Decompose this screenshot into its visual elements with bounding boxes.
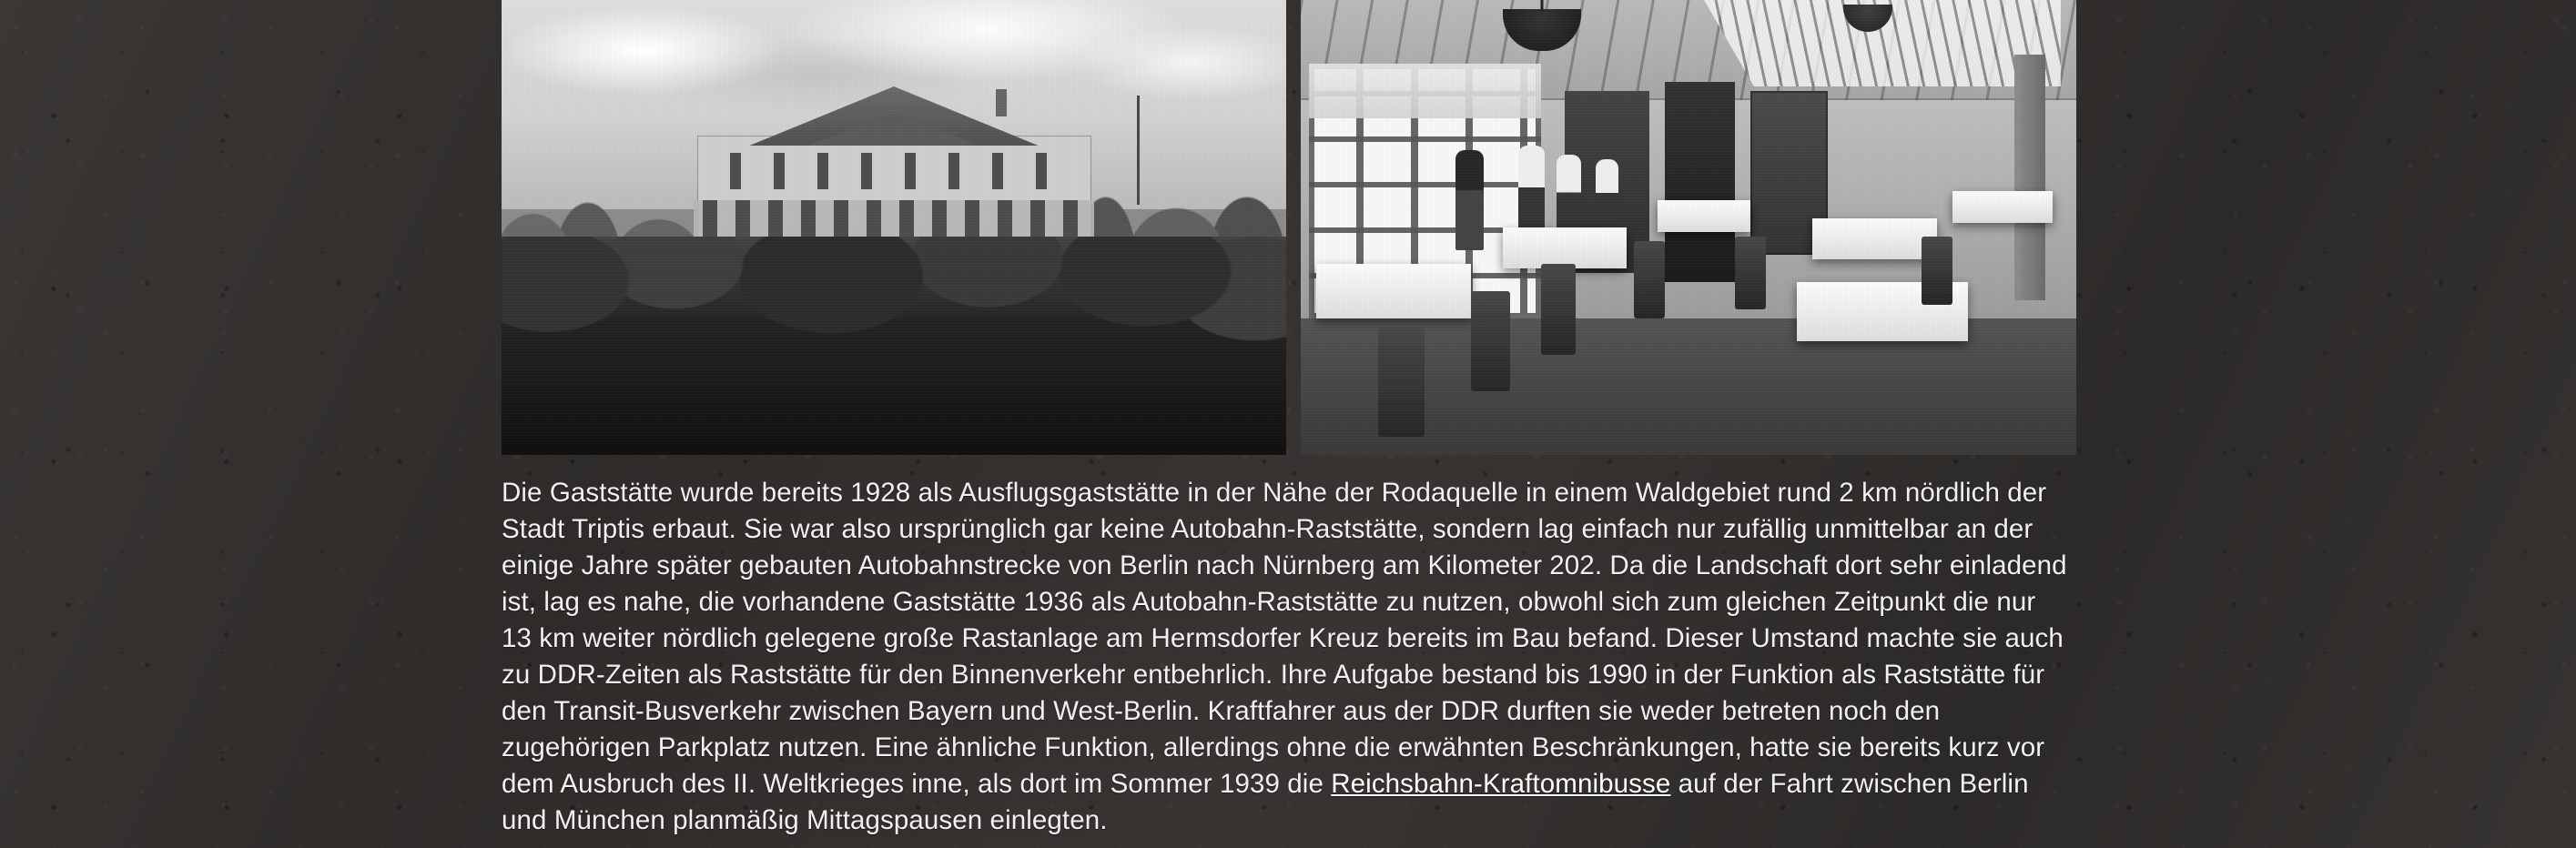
antenna-mast <box>1137 96 1140 205</box>
caption-text-after-link: auf der Fahrt zwischen Berlin und München planmäßig Mittagspausen einlegten. <box>502 769 2029 835</box>
guest-figure <box>1455 150 1484 250</box>
article-content <box>502 0 2076 848</box>
dining-table <box>1812 218 1936 259</box>
chair <box>1541 264 1576 355</box>
window-curtain <box>1309 64 1542 118</box>
chimney <box>996 89 1007 116</box>
pillar <box>2014 55 2045 300</box>
chair <box>1471 291 1510 391</box>
upper-windows <box>714 153 1075 189</box>
interior-photo <box>1301 0 2076 455</box>
guest-figure <box>1596 159 1619 232</box>
interior-door <box>1665 82 1735 282</box>
dining-table <box>1952 191 2054 223</box>
dining-table <box>1316 264 1471 318</box>
guest-figure <box>1557 155 1581 237</box>
caption-text-before-link: Die Gaststätte wurde bereits 1928 als Ausflugsgaststätte in der Nähe der Rodaquelle in einem Waldgebiet rund 2 km nördlich der Stadt Triptis erbaut. Sie war also ursprünglich gar keine Autobahn-Raststätte, sondern lag einfach nur zufällig unmittelbar an der einige Jahre später gebauten Autobahnstrecke von Berlin nach Nürnberg am Kilometer 202. Da die Landschaft dort sehr einladend ist, lag es nahe, die vorhandene Gaststätte 1936 als Autobahn-Raststätte zu nutzen, obwohl sich zum gleichen Zeitpunkt die nur 13 km weiter nördlich gelegene große Rastanlage am Hermsdorfer Kreuz bereits im Bau befand. Dieser Umstand machte sie auch zu DDR-Zeiten als Raststätte für den Binnenverkehr entbehrlich. Ihre Aufgabe bestand bis 1990 in der Funktion als Raststätte für den Transit-Busverkehr zwischen Bayern und West-Berlin. Kraftfahrer aus der DDR durften sie weder betreten noch den zugehörigen Parkplatz nutzen. Eine ähnliche Funktion, allerdings ohne die erwähnten Beschränkungen, hatte sie bereits kurz vor dem Ausbruch des II. Weltkrieges inne, als dort im Sommer 1939 die <box>502 478 2067 799</box>
chair <box>1634 241 1665 318</box>
chair <box>1922 237 1952 305</box>
exterior-photo <box>502 0 1286 455</box>
chair <box>1378 328 1425 437</box>
dining-table <box>1658 200 1750 232</box>
reichsbahn-kraftomnibusse-link[interactable]: Reichsbahn-Kraftomnibusse <box>1331 769 1671 799</box>
guest-figure <box>1518 146 1545 237</box>
dining-table <box>1503 227 1627 268</box>
photo-row <box>502 0 2076 455</box>
foreground-trees <box>502 237 1286 455</box>
ground-floor-windows <box>694 200 1094 241</box>
chair <box>1735 237 1766 309</box>
caption-paragraph <box>502 475 2069 839</box>
